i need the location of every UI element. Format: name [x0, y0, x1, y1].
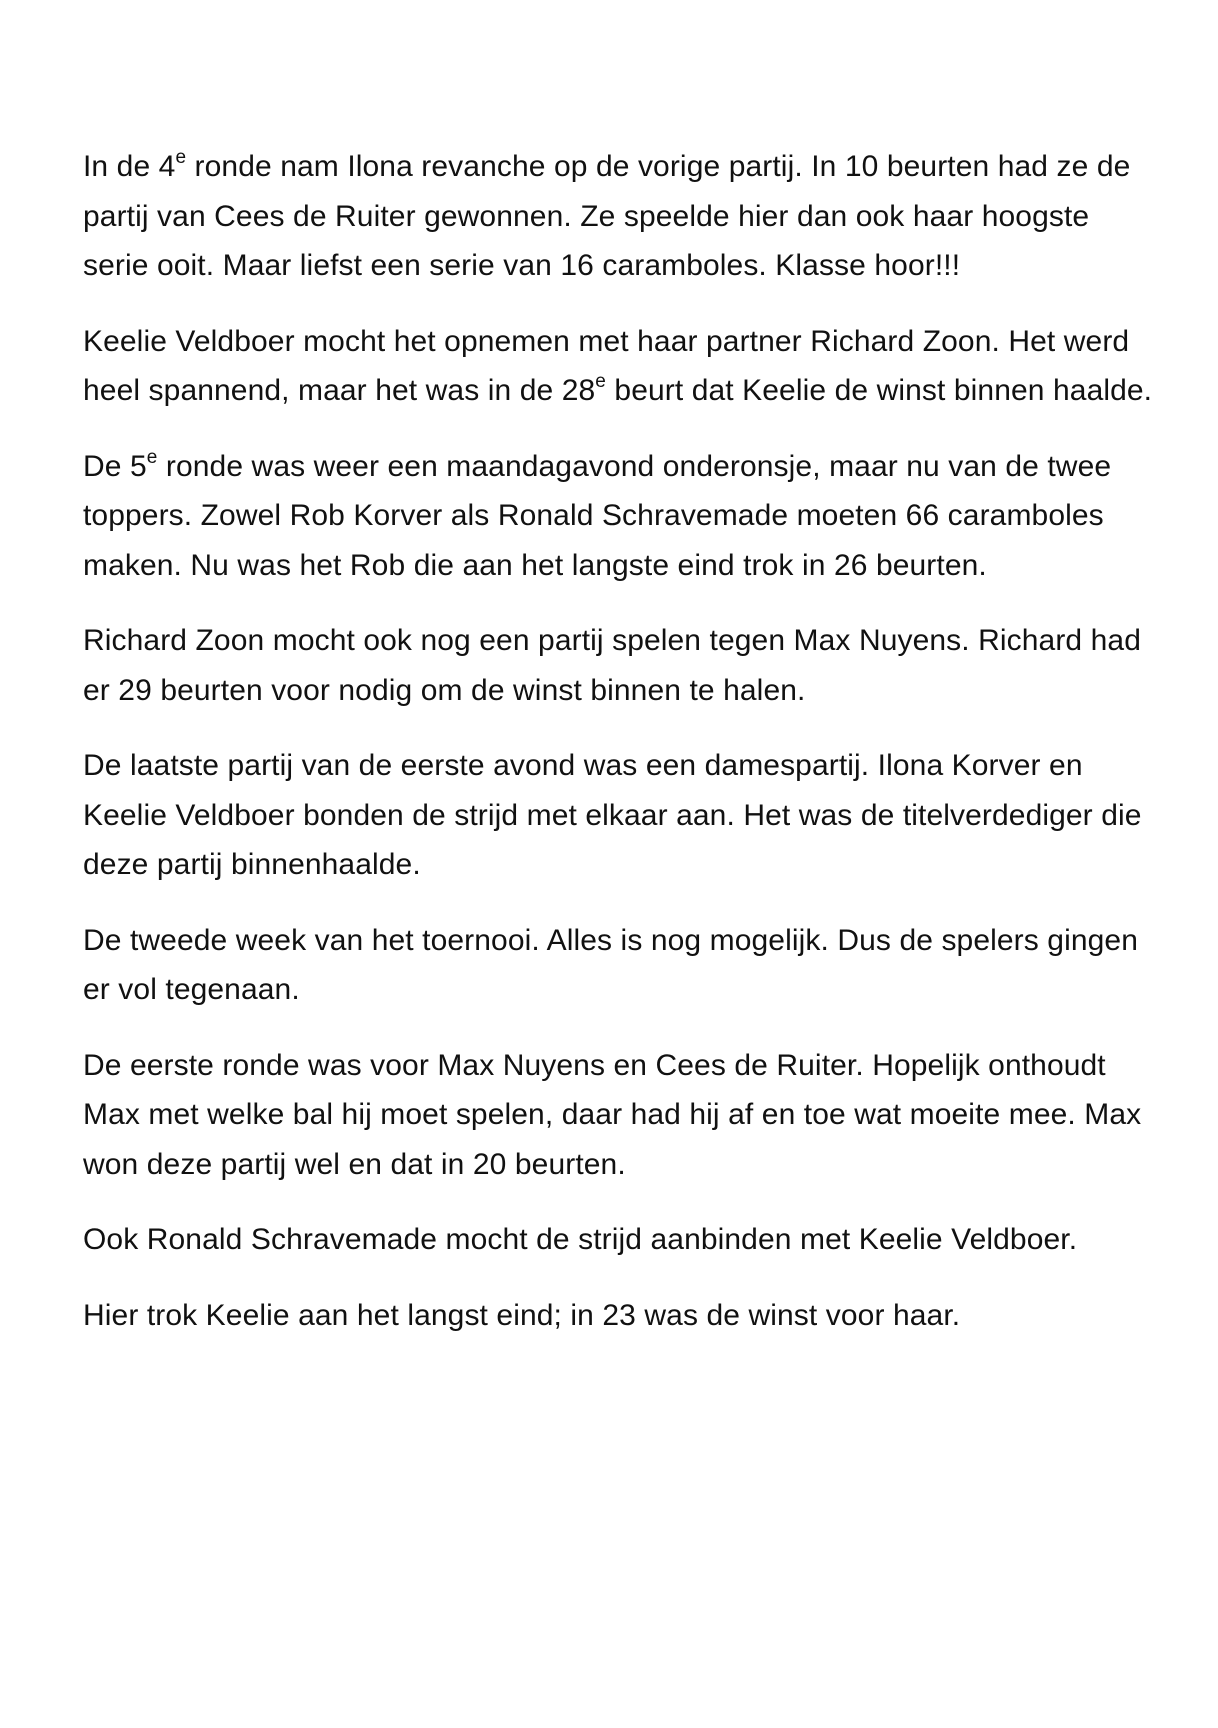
paragraph-text: ronde was weer een maandagavond onderonsje, maar nu van de twee toppers. Zowel Rob Korver als Ronald Schravemade moeten 66 caramboles maken. Nu was het Rob die aan het langste eind trok in 26 beurten.	[83, 449, 1112, 582]
superscript-ordinal: e	[595, 371, 606, 392]
paragraph-round-4-ilona	[83, 142, 1153, 291]
paragraph-text: In de 4	[83, 150, 176, 183]
paragraph-keelie-richard	[83, 317, 1153, 416]
document-body	[83, 142, 1153, 1366]
superscript-ordinal: e	[146, 446, 158, 468]
paragraph-keelie-win: Hier trok Keelie aan het langst eind; in 23 was de winst voor haar.	[83, 1298, 961, 1332]
paragraph-week-two: De tweede week van het toernooi. Alles is nog mogelijk. Dus de spelers gingen er vol tegenaan.	[83, 923, 1138, 1006]
paragraph-text: beurt dat Keelie de winst binnen haalde.	[605, 374, 1153, 407]
superscript-ordinal: e	[175, 147, 187, 168]
paragraph-text: Keelie Veldboer mocht het opnemen met haar partner Richard Zoon. Het werd heel spannend, maar het was in de 28	[83, 324, 1130, 407]
paragraph-ronald-keelie: Ook Ronald Schravemade mocht de strijd aanbinden met Keelie Veldboer.	[83, 1223, 1078, 1256]
paragraph-text: ronde nam Ilona revanche op de vorige partij. In 10 beurten had ze de partij van Cees de Ruiter gewonnen. Ze speelde hier dan ook haar hoogste serie ooit. Maar liefst een serie van 16 caramboles. Klasse hoor!!!	[83, 150, 1131, 282]
paragraph-damespartij: De laatste partij van de eerste avond was een damespartij. Ilona Korver en Keelie Veldboer bonden de strijd met elkaar aan. Het was de titelverdediger die deze partij binnenhaalde.	[83, 749, 1142, 881]
paragraph-max-cees: De eerste ronde was voor Max Nuyens en Cees de Ruiter. Hopelijk onthoudt Max met welke bal hij moet spelen, daar had hij af en toe wat moeite mee. Max won deze partij wel en dat in 20 beurten.	[83, 1048, 1142, 1181]
paragraph-richard-max: Richard Zoon mocht ook nog een partij spelen tegen Max Nuyens. Richard had er 29 beurten voor nodig om de winst binnen te halen.	[83, 624, 1141, 707]
paragraph-round-5-toppers	[83, 442, 1153, 591]
paragraph-text: De 5	[83, 449, 147, 483]
